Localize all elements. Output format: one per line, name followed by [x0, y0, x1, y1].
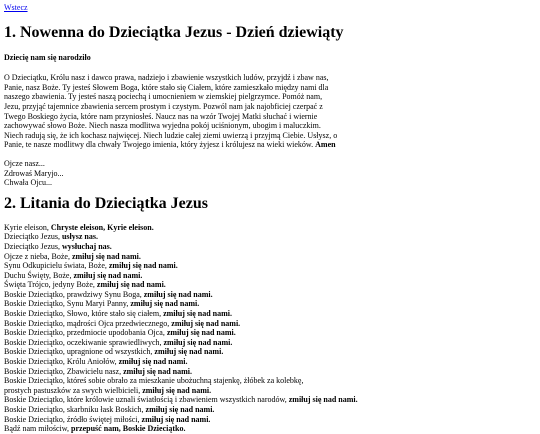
litany-response: zmiłuj się nad nami. [73, 270, 143, 280]
litany-line [4, 415, 536, 425]
litany-response: zmiłuj się nad nami. [163, 337, 233, 347]
litany-line [4, 347, 536, 357]
litany-response: zmiłuj się nad nami. [166, 328, 236, 338]
litany-line [4, 338, 536, 348]
prayer-amen: Amen [315, 140, 336, 150]
litany-line [4, 405, 536, 415]
litany-response: zmiłuj się nad nami. [163, 309, 232, 319]
litany-response: zmiłuj się nad nami. [143, 289, 213, 299]
litany-response: zmiłuj się nad nami. [145, 405, 215, 414]
litany-line [4, 242, 536, 252]
litany-invocation: Kyrie eleison, [4, 222, 49, 232]
litany-line [4, 395, 536, 405]
litany-invocation: Boskie Dzieciątko, upragnione od wszystkich, [4, 347, 153, 357]
litany-invocation: Boskie Dzieciątko, skarbniku łask Boskich, [4, 405, 144, 414]
litany-invocation: Dzieciątko Jezus, [4, 241, 60, 251]
section-1-title: 1. Nowenna do Dzieciątka Jezus - Dzień dziewiąty [4, 23, 344, 41]
litany-response: zmiłuj się nad nami. [130, 299, 200, 309]
litany-invocation: Boskie Dzieciątko, które królowie uznali światłością i zbawieniem wszystkich narodów, [4, 395, 287, 405]
litany-response: zmiłuj się nad nami. [141, 414, 211, 424]
litany-invocation: Bądź nam miłościw, [4, 424, 70, 434]
litany-invocation: Boskie Dzieciątko, mądrości Ojca przedwiecznego, [4, 318, 170, 328]
litany-response: zmiłuj się nad nami. [118, 357, 188, 367]
litany-response: przepuść nam, Boskie Dzieciątko. [71, 424, 186, 434]
section-1-subtitle: Dziecię nam się narodziło [4, 52, 91, 62]
prayer-body [4, 73, 339, 150]
litany-invocation: Dzieciątko Jezus, [4, 232, 60, 242]
litany-response: zmiłuj się nad nami. [288, 395, 358, 405]
closing-prayer-item: Ojcze nasz... [4, 158, 45, 168]
litany-line [4, 299, 536, 309]
section-2-title: 2. Litania do Dzieciątka Jezus [4, 194, 208, 212]
litany-line [4, 328, 536, 338]
litany-invocation: Boskie Dzieciątko, oczekiwanie sprawiedliwych, [4, 337, 162, 347]
litany-response: zmiłuj się nad nami. [171, 318, 241, 328]
litany-line [4, 367, 536, 377]
litany-invocation: Boskie Dzieciątko, Zbawicielu nasz, [4, 366, 122, 376]
litany-response: zmiłuj się nad nami. [154, 347, 224, 357]
litany-invocation: Boskie Dzieciątko, źródło świętej miłości, [4, 414, 140, 424]
litany-invocation: Boskie Dzieciątko, przedmiocie upodobania Ojca, [4, 328, 165, 338]
litany-line [4, 261, 536, 271]
litany-line [4, 376, 329, 395]
prayer-text: O Dzieciątku, Królu nasz i dawco prawa, nadziejo i zbawienie wszystkich ludów, przyjdź i zbaw nas, Panie, nasz Boże. Ty jesteś Słowem Boga, które stało się Ciałem, które zamieszkało między nami dla naszego zbawienia. Ty jesteś naszą pociechą i umocnieniem w ziemskiej pielgrzymce. Pomóż nam, Jezu, przyjąć tajemnice zbawienia sercem prostym i czystym. Pozwól nam jak najobficiej czerpać z Twego Boskiego życia, które nam przyniosłeś. Naucz nas na wzór Twojej Matki słuchać i wiernie zachowywać słowo Boże. Niech nasza modlitwa wyjedna pokój uciśnionym, ubogim i maluczkim. Niech radują się, że ich kochasz najwięcej. Niech ludzie całej ziemi uwierzą i przyjmą Ciebie. Usłysz, o Panie, te nasze modlitwy dla chwały Twojego imienia, który żyjesz i królujesz na wieki wieków. [4, 73, 338, 150]
litany-invocation: Boskie Dzieciątko, Synu Maryi Panny, [4, 299, 129, 309]
litany-line [4, 271, 536, 281]
litany-invocation: Ojcze z nieba, Boże, [4, 251, 70, 261]
litany-line [4, 319, 536, 329]
litany-invocation: Boskie Dzieciątko, Królu Aniołów, [4, 357, 117, 367]
litany-line [4, 290, 536, 300]
litany-response: zmiłuj się nad nami. [108, 261, 178, 271]
litany-line [4, 252, 536, 262]
litany-response: zmiłuj się nad nami. [142, 385, 212, 395]
back-link[interactable]: Wstecz [4, 3, 28, 12]
closing-prayers [4, 159, 536, 188]
litany-line [4, 223, 536, 233]
litany-response: usłysz nas. [61, 232, 98, 242]
litany-invocation: Duchu Święty, Boże, [4, 270, 72, 280]
litany-invocation: Boskie Dzieciątko, któreś sobie obrało za mieszkanie ubożuchną stajenkę, żłóbek za kolebkę, prostych pastuszków za swych wielbicieli, [4, 376, 304, 395]
litany-invocation: Boskie Dzieciątko, prawdziwy Synu Boga, [4, 289, 142, 299]
litany-line [4, 232, 536, 242]
litany-response: zmiłuj się nad nami. [71, 251, 141, 261]
litany-invocation: Boskie Dzieciątko, Słowo, które stało się ciałem, [4, 309, 162, 319]
litany-line [4, 424, 536, 434]
litany-invocation: Święta Trójco, jedyny Boże, [4, 280, 95, 290]
litany-invocation: Synu Odkupicielu świata, Boże, [4, 261, 107, 271]
litany-list [4, 223, 536, 434]
closing-prayer-item: Chwała Ojcu... [4, 178, 52, 188]
litany-response: wysłuchaj nas. [61, 241, 112, 251]
litany-response: zmiłuj się nad nami. [96, 280, 166, 290]
closing-prayer-item: Zdrowaś Maryjo... [4, 168, 64, 178]
litany-line [4, 280, 536, 290]
litany-response: Chryste eleison, Kyrie eleison. [50, 222, 154, 232]
litany-response: zmiłuj się nad nami. [123, 366, 192, 376]
litany-line [4, 309, 536, 319]
litany-line [4, 357, 536, 367]
